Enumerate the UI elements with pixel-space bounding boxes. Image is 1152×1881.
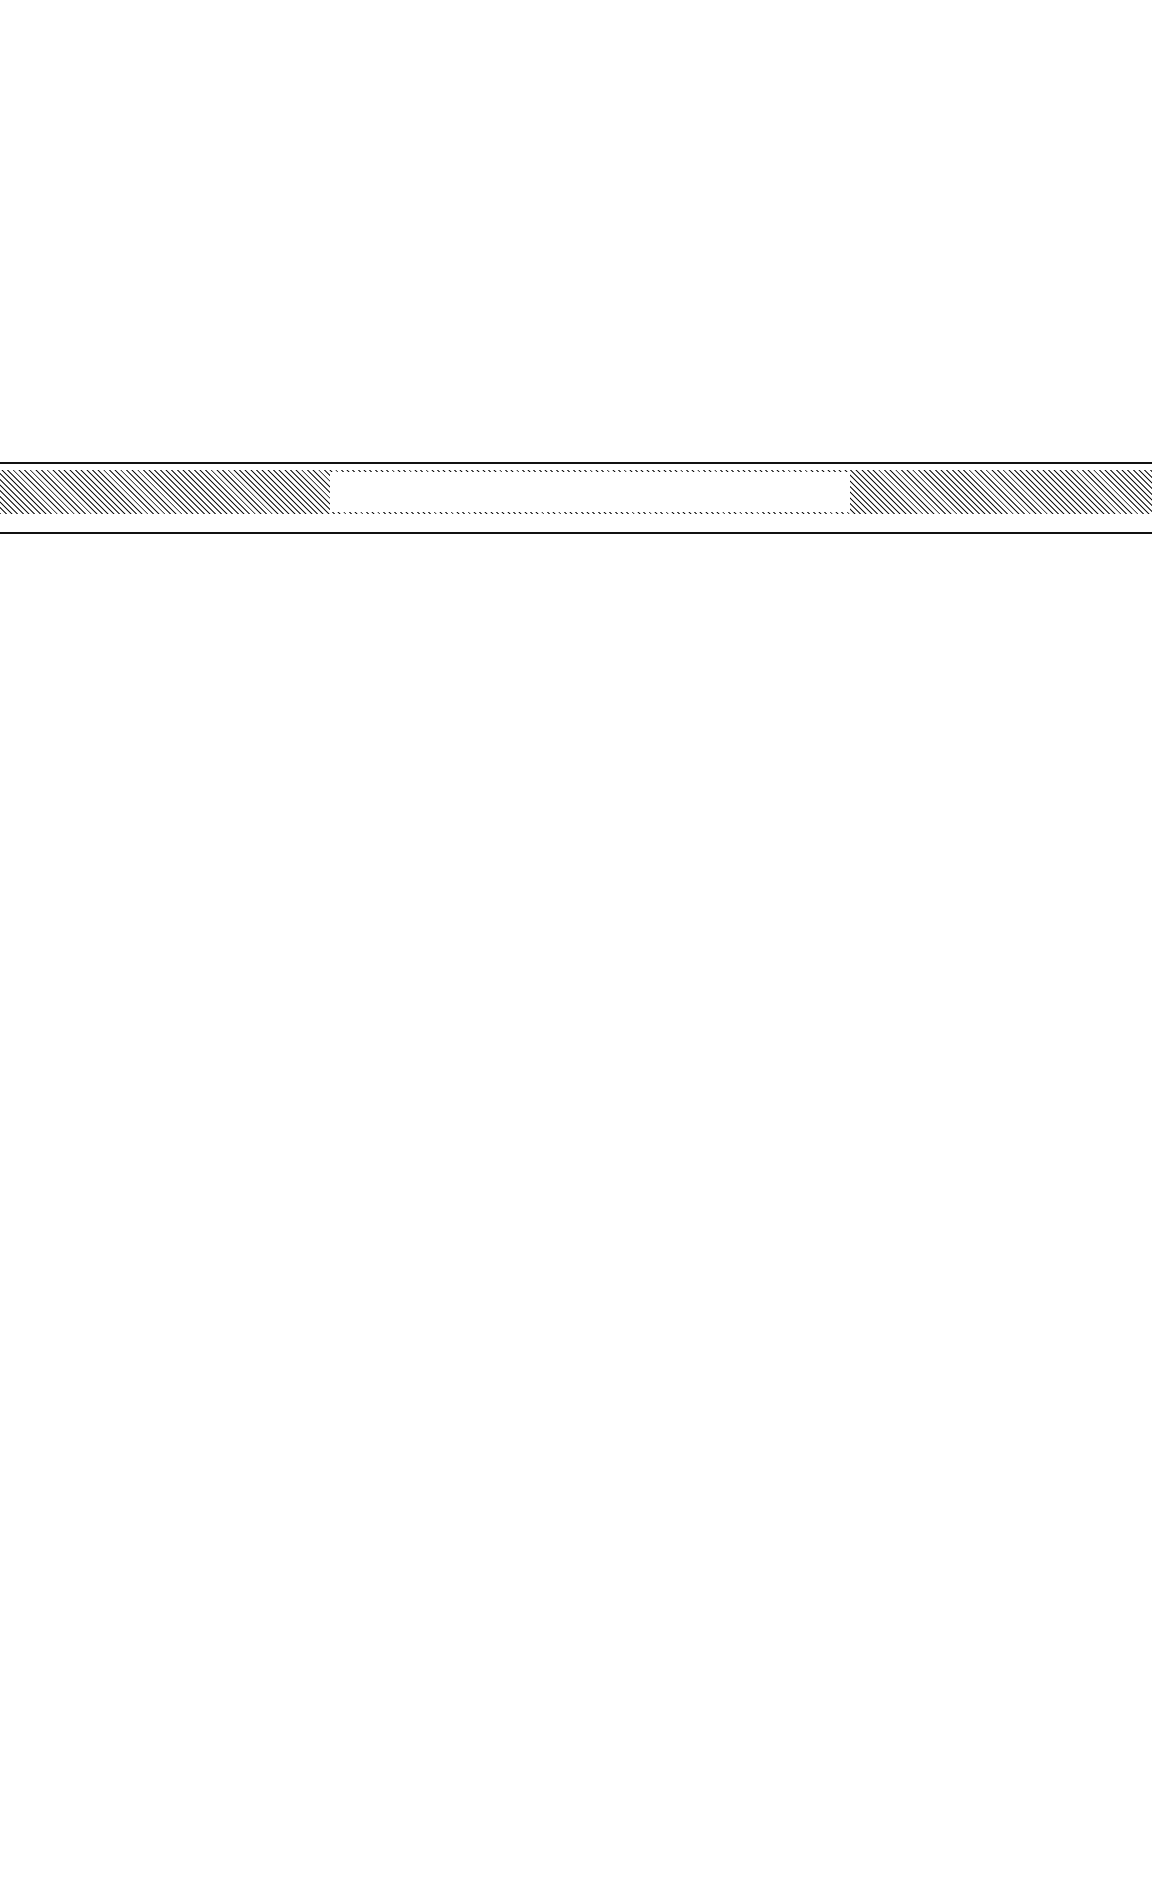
- home-service-guide-banner: [0, 462, 1152, 534]
- banner-title: [330, 472, 850, 512]
- top-classified-section: [0, 20, 1152, 460]
- page-header: [20, 6, 1132, 20]
- service-guide-section: [0, 534, 1152, 1881]
